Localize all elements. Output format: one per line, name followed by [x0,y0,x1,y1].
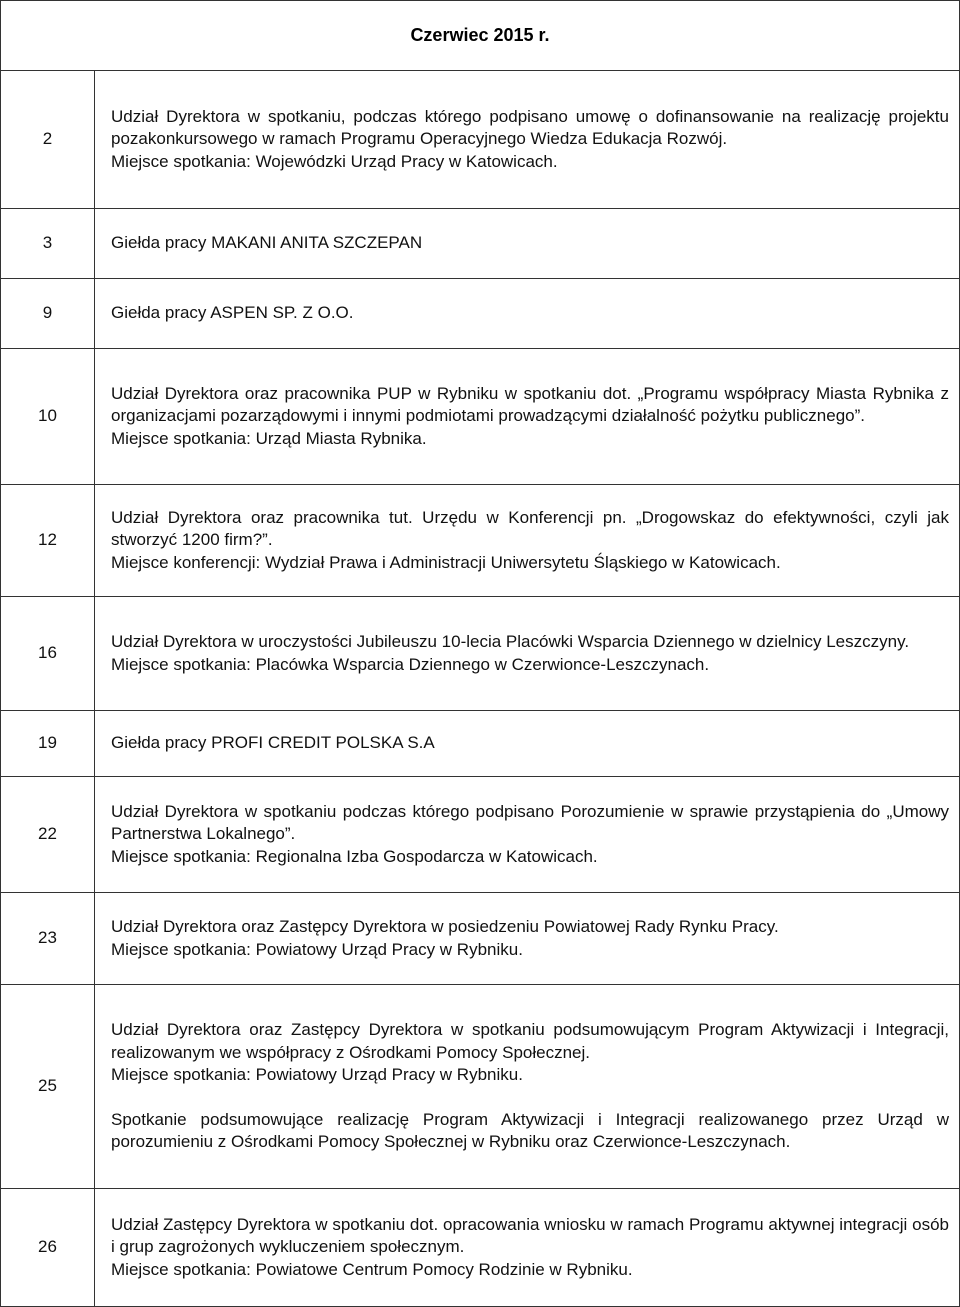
month-header-row [1,1,960,71]
event-text: Udział Dyrektora w uroczystości Jubileuszu 10-lecia Placówki Wsparcia Dziennego w dzielnicy Leszczyny. [111,632,910,651]
day-number: 9 [1,279,95,349]
table-row [1,985,960,1189]
table-row [1,279,960,349]
event-text: Udział Dyrektora oraz pracownika tut. Urzędu w Konferencji pn. „Drogowskaz do efektywności, czyli jak stworzyć 1200 firm?”. [111,507,949,550]
event-description [95,279,960,349]
event-description [95,71,960,209]
event-text: Udział Dyrektora w spotkaniu, podczas którego podpisano umowę o dofinansowanie na realizację projektu pozakonkursowego w ramach Programu Operacyjnego Wiedza Edukacja Rozwój. [111,106,949,149]
event-place: Miejsce spotkania: Regionalna Izba Gospodarcza w Katowicach. [111,846,598,866]
day-number: 16 [1,597,95,711]
event-text: Udział Dyrektora oraz pracownika PUP w Rybniku w spotkaniu dot. „Programu współpracy Miasta Rybnika z organizacjami pozarządowymi i innymi podmiotami prowadzącymi działalność pożytku publicznego”. [111,383,949,426]
event-place: Miejsce spotkania: Wojewódzki Urząd Pracy w Katowicach. [111,151,558,171]
day-number: 3 [1,209,95,279]
day-number: 19 [1,711,95,777]
table-row [1,777,960,893]
event-text: Udział Dyrektora oraz Zastępcy Dyrektora w posiedzeniu Powiatowej Rady Rynku Pracy. [111,917,779,936]
event-description [95,209,960,279]
event-extra-text: Spotkanie podsumowujące realizację Program Aktywizacji i Integracji realizowanego przez Urząd w porozumieniu z Ośrodkami Pomocy Społecznej w Rybniku oraz Czerwionce-Leszczynach. [111,1109,949,1152]
table-row [1,597,960,711]
event-place: Miejsce spotkania: Powiatowe Centrum Pomocy Rodzinie w Rybniku. [111,1259,633,1279]
table-row [1,1189,960,1307]
day-number: 25 [1,985,95,1189]
day-number: 12 [1,485,95,597]
event-description [95,485,960,597]
event-description [95,711,960,777]
table-row [1,71,960,209]
event-description [95,777,960,893]
event-text: Giełda pracy PROFI CREDIT POLSKA S.A [111,733,435,753]
table-row [1,485,960,597]
event-description [95,349,960,485]
day-number: 26 [1,1189,95,1307]
day-number: 2 [1,71,95,209]
event-text: Giełda pracy MAKANI ANITA SZCZEPAN [111,233,423,253]
table-row [1,711,960,777]
day-number: 10 [1,349,95,485]
event-text: Udział Zastępcy Dyrektora w spotkaniu dot. opracowania wniosku w ramach Programu aktywnej integracji osób i grup zagrożonych wykluczeniem społecznym. [111,1214,949,1257]
month-title: Czerwiec 2015 r. [1,1,960,71]
event-place: Miejsce spotkania: Urząd Miasta Rybnika. [111,428,427,448]
event-text: Giełda pracy ASPEN SP. Z O.O. [111,303,354,323]
day-number: 23 [1,893,95,985]
event-description [95,597,960,711]
event-place: Miejsce spotkania: Powiatowy Urząd Pracy w Rybniku. [111,939,523,959]
event-place: Miejsce spotkania: Placówka Wsparcia Dziennego w Czerwionce-Leszczynach. [111,654,710,674]
paragraph-gap [111,1087,949,1109]
event-description [95,985,960,1189]
event-text: Udział Dyrektora w spotkaniu podczas którego podpisano Porozumienie w sprawie przystąpienia do „Umowy Partnerstwa Lokalnego”. [111,801,949,844]
event-text: Udział Dyrektora oraz Zastępcy Dyrektora w spotkaniu podsumowującym Program Aktywizacji i Integracji, realizowanym we współpracy z Ośrodkami Pomocy Społecznej. [111,1020,949,1062]
table-row [1,893,960,985]
table-row [1,349,960,485]
event-description [95,893,960,985]
event-place: Miejsce konferencji: Wydział Prawa i Administracji Uniwersytetu Śląskiego w Katowicach. [111,552,781,572]
day-number: 22 [1,777,95,893]
event-place: Miejsce spotkania: Powiatowy Urząd Pracy w Rybniku. [111,1065,523,1085]
table-row [1,209,960,279]
event-description [95,1189,960,1307]
